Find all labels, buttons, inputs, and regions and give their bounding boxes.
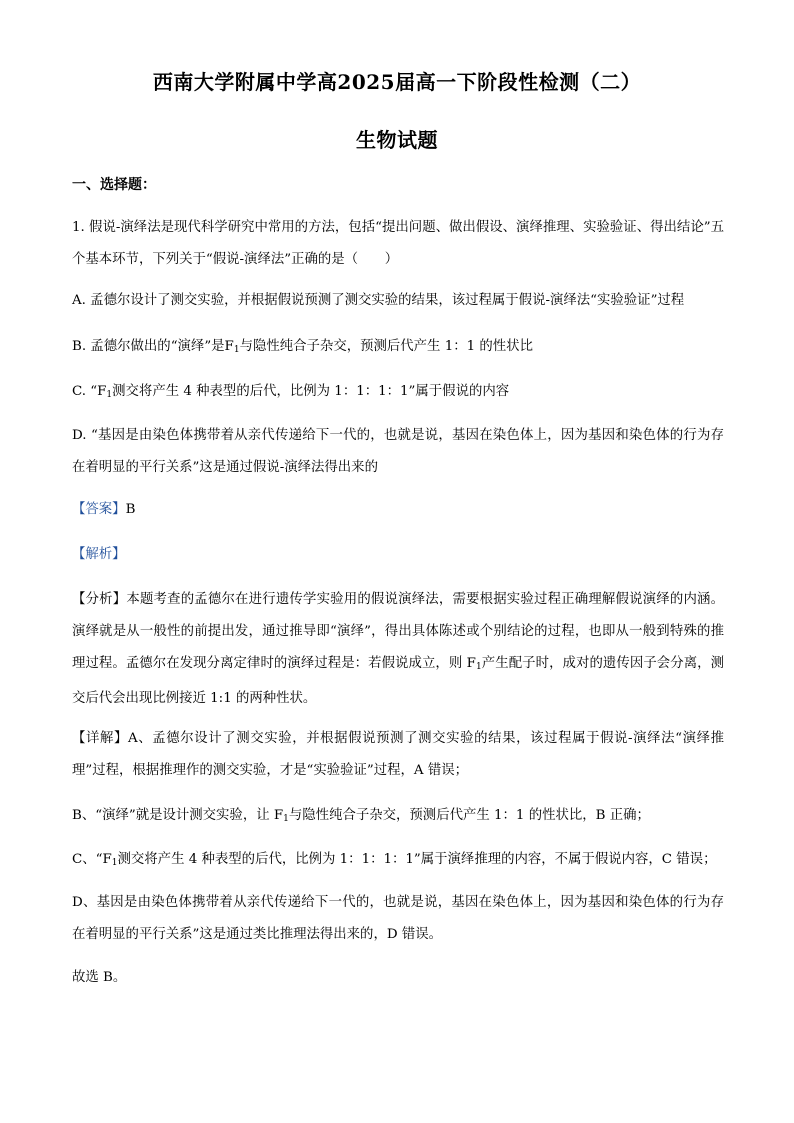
option-c-text-post: 测交将产生 4 种表型的后代，比例为 1：1：1：1”属于假说的内容 xyxy=(112,384,510,399)
option-a: A. 孟德尔设计了测交实验，并根据假说预测了测交实验的结果，该过程属于假说-演绎法“实验验证”过程 xyxy=(72,293,685,308)
analysis-heading xyxy=(72,539,724,571)
fenxi-text-post: 产生配子时，成对的遗传因子会分离，测交后代会出现比例接近 1:1 的两种性状。 xyxy=(72,656,725,706)
xiangjie-b-pre: B、“演绎”就是设计测交实验，让 F xyxy=(72,808,284,823)
xiangjie-b-post: 与隐性纯合子杂交，预测后代产生 1：1 的性状比，B 正确； xyxy=(288,808,650,823)
xiangjie-tag: 【详解】 xyxy=(72,731,128,746)
xiangjie-paragraph-c xyxy=(72,844,724,879)
answer-tag: 【答案】 xyxy=(72,502,126,517)
conclusion-line: 故选 B。 xyxy=(72,970,127,985)
option-c xyxy=(72,376,724,411)
option-b-text-post: 与隐性纯合子杂交，预测后代产生 1：1 的性状比 xyxy=(239,339,533,354)
page-subtitle: 生物试题 xyxy=(356,128,438,152)
option-d: D. “基因是由染色体携带着从亲代传递给下一代的，也就是说，基因在染色体上，因为基因和染色体的行为存在着明显的平行关系”这是通过假说-演绎法得出来的 xyxy=(72,428,724,475)
page-title: 西南大学附属中学高2025届高一下阶段性检测（二） xyxy=(152,70,642,94)
option-b-text-pre: B. 孟德尔做出的“演绎”是F xyxy=(72,339,234,354)
subscript: 1 xyxy=(106,390,113,400)
option-b xyxy=(72,331,724,366)
option-c-text-pre: C. “F xyxy=(72,384,107,399)
xiangjie-paragraph-b xyxy=(72,800,724,835)
subscript: 1 xyxy=(111,858,118,868)
fenxi-paragraph xyxy=(72,584,724,715)
xiangjie-a-text: A、孟德尔设计了测交实验，并根据假说预测了测交实验的结果，该过程属于假说-演绎法“演绎推理”过程，根据推理作的测交实验，才是“实验验证”过程，A 错误； xyxy=(72,731,724,778)
answer-line xyxy=(72,494,724,526)
subscript: 1 xyxy=(283,814,289,824)
xiangjie-c-pre: C、“F xyxy=(72,852,112,867)
xiangjie-paragraph-d: D、基因是由染色体携带着从亲代传递给下一代的，也就是说，基因在染色体上，因为基因和染色体的行为存在着明显的平行关系”这是通过类比推理法得出来的，D 错误。 xyxy=(72,895,724,942)
question-stem: 1. 假说-演绎法是现代科学研究中常用的方法，包括“提出问题、做出假设、演绎推理、实验验证、得出结论”五个基本环节，下列关于“假说-演绎法”正确的是（ ） xyxy=(72,220,724,267)
xiangjie-paragraph-a xyxy=(72,723,724,787)
analysis-tag: 【解析】 xyxy=(72,547,126,562)
fenxi-tag: 【分析】 xyxy=(72,592,127,607)
subscript: 1 xyxy=(233,345,240,355)
fenxi-text-pre: 本题考查的孟德尔在进行遗传学实验用的假说演绎法，需要根据实验过程正确理解假说演绎的内涵。演绎就是从一般性的前提出发，通过推导即“演绎”，得出具体陈述或个别结论的过程，也即从一般到特殊的推理过程。孟德尔在发现分离定律时的演绎过程是：若假说成立，则 F xyxy=(72,592,725,671)
section-heading: 一、选择题： xyxy=(72,177,156,193)
subscript: 1 xyxy=(475,662,482,672)
answer-value: B xyxy=(125,502,136,517)
xiangjie-c-post: 测交将产生 4 种表型的后代，比例为 1：1：1：1”属于演绎推理的内容，不属于假说内容，C 错误； xyxy=(117,852,717,867)
